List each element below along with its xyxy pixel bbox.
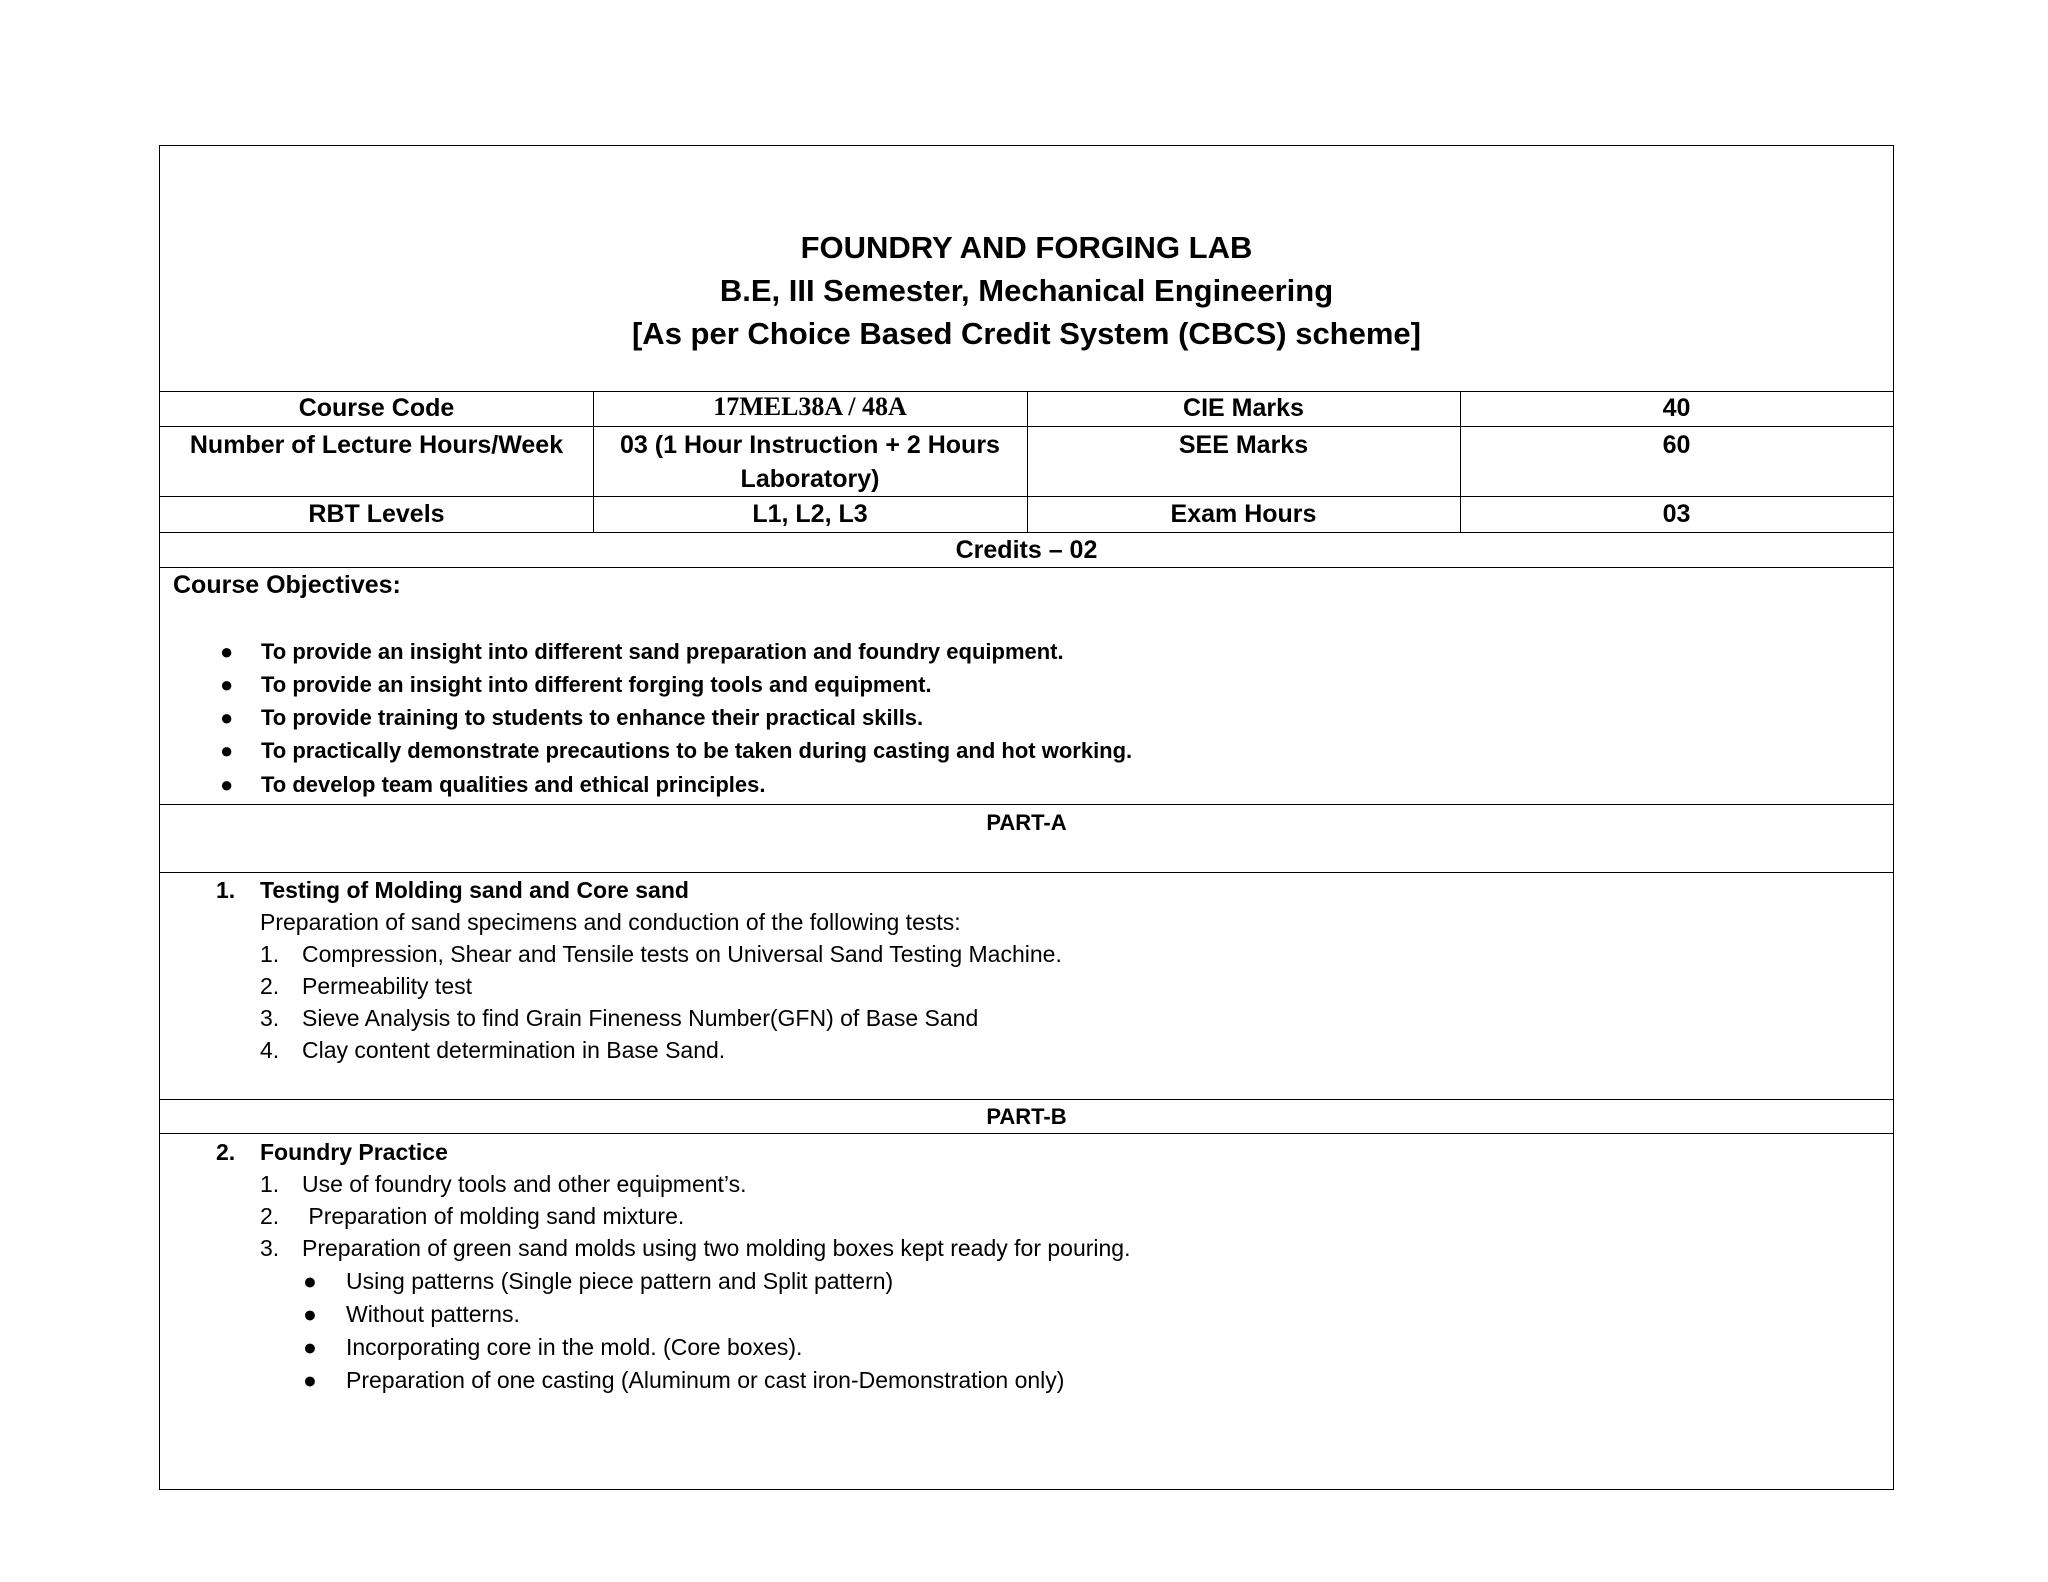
see-marks-label: SEE Marks xyxy=(1178,431,1309,459)
objectives-heading: Course Objectives: xyxy=(173,571,401,599)
bullet-icon: ● xyxy=(303,1268,317,1294)
lecture-hours-label: Number of Lecture Hours/Week xyxy=(189,431,564,459)
objective-item: ● To practically demonstrate precautions to be taken during casting and hot working. xyxy=(220,734,1132,767)
objective-item: ● To provide an insight into different forging tools and equipment. xyxy=(220,668,932,701)
cie-marks-value: 40 xyxy=(1662,394,1691,422)
part-b-title: Foundry Practice xyxy=(260,1139,448,1165)
course-subtitle: B.E, III Semester, Mechanical Engineering xyxy=(719,273,1334,308)
sub-list-item: ● Incorporating core in the mold. (Core boxes). xyxy=(303,1331,802,1363)
bullet-icon: ● xyxy=(220,672,234,697)
list-item: 2. Permeability test xyxy=(260,973,473,999)
list-item: 3. Sieve Analysis to find Grain Fineness Number(GFN) of Base Sand xyxy=(260,1005,979,1031)
course-scheme: [As per Choice Based Credit System (CBCS) scheme] xyxy=(631,316,1421,351)
sub-list-item: ● Using patterns (Single piece pattern and Split pattern) xyxy=(303,1265,893,1297)
objective-item: ● To provide an insight into different sand preparation and foundry equipment. xyxy=(220,635,1064,668)
rbt-levels-value: L1, L2, L3 xyxy=(752,500,868,528)
part-a-number: 1. xyxy=(216,877,236,903)
syllabus-frame xyxy=(159,145,1894,1490)
exam-hours-value: 03 xyxy=(1662,500,1691,528)
divider xyxy=(160,872,1893,873)
course-code-label: Course Code xyxy=(298,394,455,422)
list-item: 4. Clay content determination in Base Sand. xyxy=(260,1037,726,1063)
list-item: 3. Preparation of green sand molds using two molding boxes kept ready for pouring. xyxy=(260,1235,1131,1261)
objective-item: ● To provide training to students to enhance their practical skills. xyxy=(220,701,923,734)
rbt-levels-label: RBT Levels xyxy=(308,500,445,528)
bullet-icon: ● xyxy=(303,1301,317,1327)
part-a-intro: Preparation of sand specimens and conduction of the following tests: xyxy=(260,909,961,935)
bullet-icon: ● xyxy=(220,639,234,664)
list-item: 2. Preparation of molding sand mixture. xyxy=(260,1203,685,1229)
course-code-value: 17MEL38A / 48A xyxy=(713,392,907,421)
part-b-number: 2. xyxy=(216,1139,236,1165)
list-item: 1. Compression, Shear and Tensile tests on Universal Sand Testing Machine. xyxy=(260,941,1062,967)
lecture-hours-value: 03 (1 Hour Instruction + 2 Hours Laboratory) xyxy=(620,431,1000,493)
credits: Credits – 02 xyxy=(955,536,1098,564)
see-marks-value: 60 xyxy=(1662,431,1691,459)
cie-marks-label: CIE Marks xyxy=(1183,394,1304,422)
objective-item: ● To develop team qualities and ethical principles. xyxy=(220,768,766,801)
divider xyxy=(160,804,1893,805)
bullet-icon: ● xyxy=(220,772,234,797)
bullet-icon: ● xyxy=(220,705,234,730)
course-title: FOUNDRY AND FORGING LAB xyxy=(800,230,1253,265)
divider xyxy=(160,567,1893,568)
part-b-label: PART-B xyxy=(986,1104,1067,1129)
part-a-label: PART-A xyxy=(986,810,1067,835)
sub-list-item: ● Without patterns. xyxy=(303,1298,520,1330)
bullet-icon: ● xyxy=(303,1367,317,1393)
bullet-icon: ● xyxy=(303,1334,317,1360)
bullet-icon: ● xyxy=(220,738,234,763)
sub-list-item: ● Preparation of one casting (Aluminum or cast iron-Demonstration only) xyxy=(303,1364,1064,1396)
list-item: 1. Use of foundry tools and other equipment’s. xyxy=(260,1171,747,1197)
exam-hours-label: Exam Hours xyxy=(1170,500,1317,528)
part-a-title: Testing of Molding sand and Core sand xyxy=(260,877,689,903)
